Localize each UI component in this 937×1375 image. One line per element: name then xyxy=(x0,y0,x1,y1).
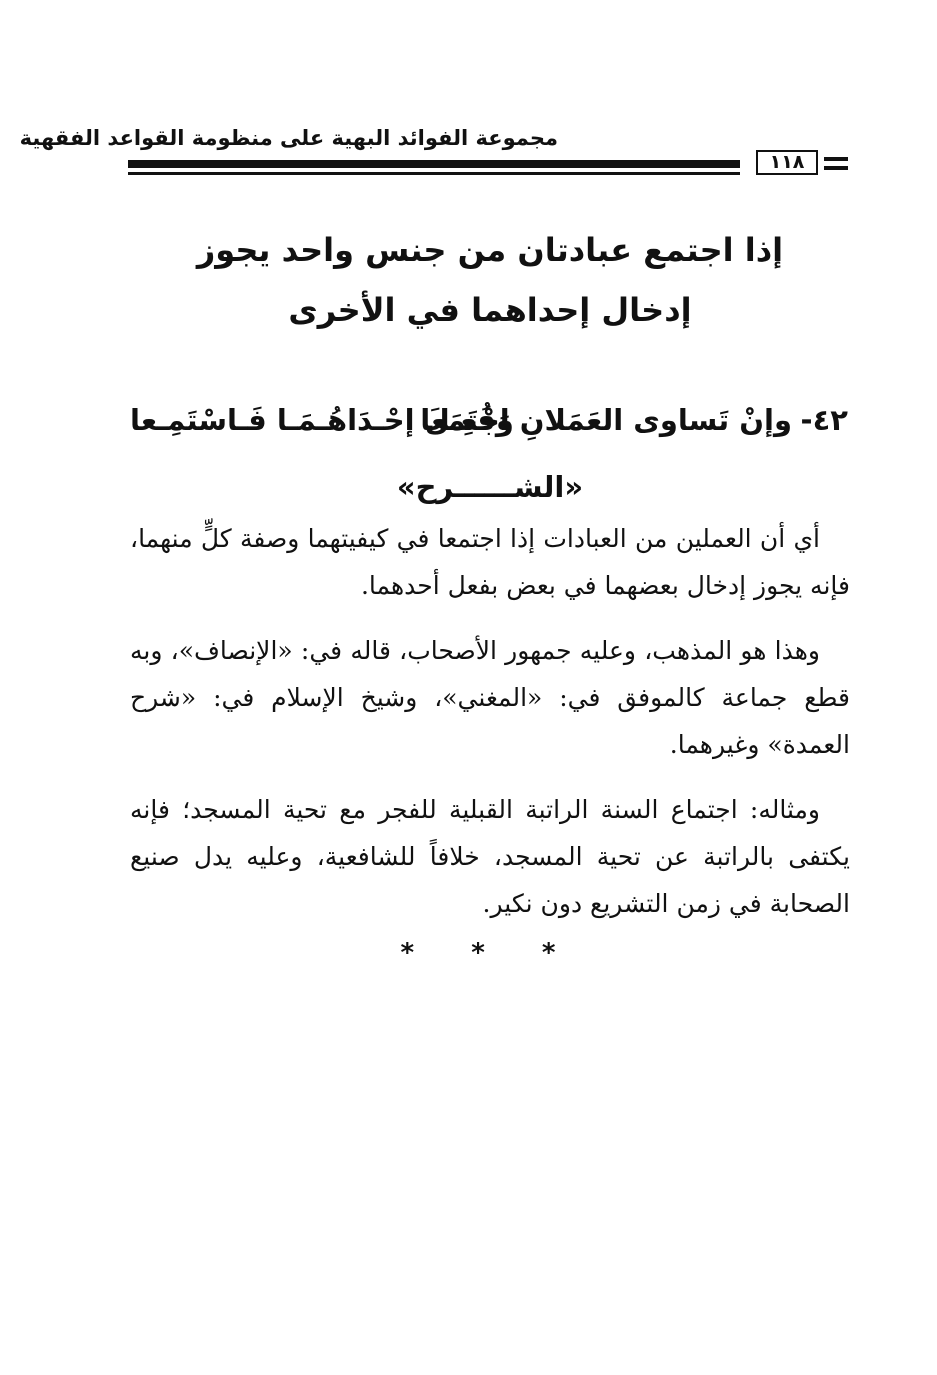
running-header xyxy=(19,120,848,184)
header-rule-thin xyxy=(128,172,740,175)
commentary-paragraph: ومثاله: اجتماع السنة الراتبة القبلية للفجر مع تحية المسجد؛ فإنه يكتفى بالراتبة عن تحية المسجد، خلافاً للشافعية، وعليه يدل صنيع الصحابة في زمن التشريع دون نكير. xyxy=(130,795,850,918)
page-number: ١١٨ xyxy=(756,150,818,175)
section-title-line-1: إذا اجتمع عبادتان من جنس واحد يجوز xyxy=(196,231,784,269)
header-rule-thick xyxy=(128,160,740,168)
book-title: مجموعة الفوائد البهية على منظومة القواعد الفقهية xyxy=(19,126,558,150)
section-separator: * * * xyxy=(400,938,580,968)
commentary-paragraph: وهذا هو المذهب، وعليه جمهور الأصحاب، قاله في: «الإنصاف»، وبه قطع جماعة كالموفق في: «المغني»، وشيخ الإسلام في: «شرح العمدة» وغيرهما. xyxy=(130,636,850,759)
section-title xyxy=(130,220,850,340)
section-title-line-2: إدخال إحداهما في الأخرى xyxy=(288,291,692,329)
verse xyxy=(130,395,848,445)
header-ornament-line xyxy=(824,166,848,170)
commentary-heading: «الشــــــرح» xyxy=(396,470,584,504)
verse-second-hemistich: وَفُعِـلَ إحْـدَاهُـمَـا فَـاسْتَمِـعا xyxy=(130,403,514,437)
header-ornament-line xyxy=(824,157,848,161)
verse-number: ٤٢- xyxy=(800,403,848,437)
verse-first-hemistich: وإنْ تَساوى العَمَلانِ اجْتَمَعا xyxy=(420,403,792,437)
commentary-paragraph: أي أن العملين من العبادات إذا اجتمعا في كيفيتهما وصفة كلٍّ منهما، فإنه يجوز إدخال بعضهما في بعض بفعل أحدهما. xyxy=(130,524,850,600)
